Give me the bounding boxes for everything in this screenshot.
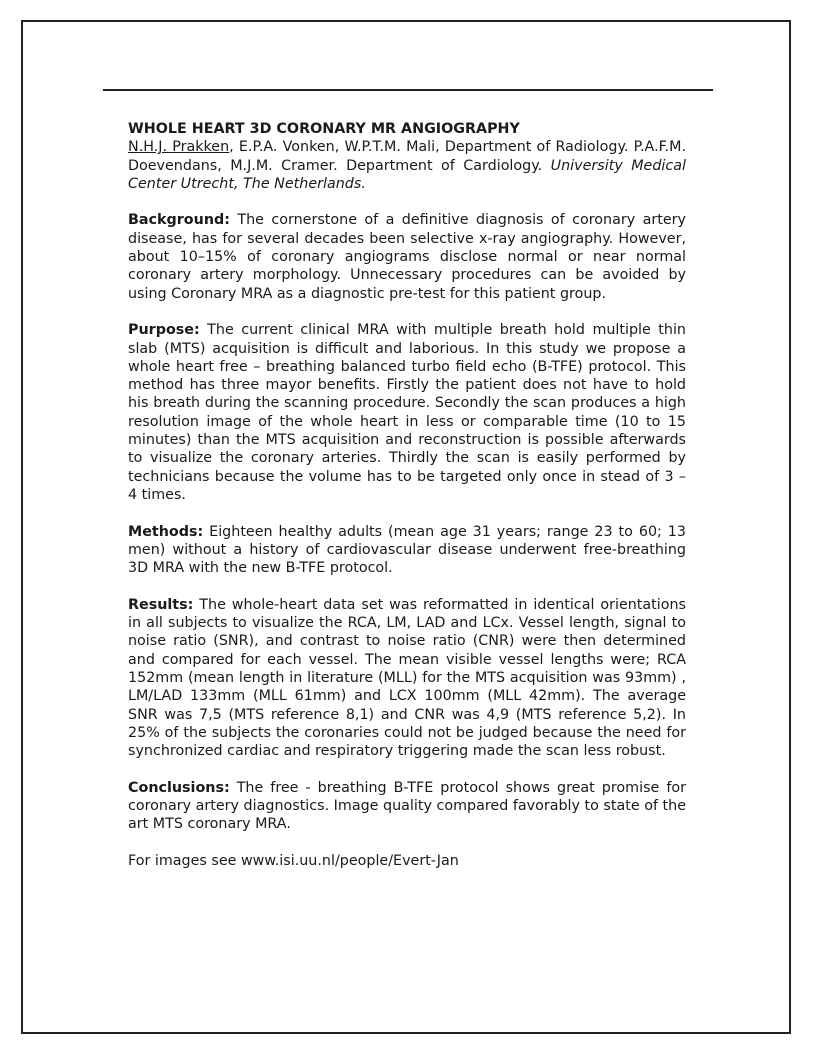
background-section: [128, 211, 686, 302]
purpose-label: Purpose:: [128, 322, 200, 339]
methods-section: [128, 523, 686, 578]
abstract-title: WHOLE HEART 3D CORONARY MR ANGIOGRAPHY: [128, 121, 520, 137]
conclusions-section: [128, 779, 686, 834]
results-section: [128, 596, 686, 761]
title-and-authors: [128, 120, 686, 193]
footer-note: For images see www.isi.uu.nl/people/Evert-Jan: [128, 852, 459, 869]
institution: University Medical Center Utrecht, The Netherlands.: [128, 157, 686, 192]
methods-text: Eighteen healthy adults (mean age 31 years; range 23 to 60; 13 men) without a history of cardiovascular disease underwent free-breathing 3D MRA with the new B-TFE protocol.: [128, 523, 686, 577]
purpose-section: [128, 321, 686, 504]
background-text: The cornerstone of a definitive diagnosis of coronary artery disease, has for several decades been selective x-ray angiography. However, about 10–15% of coronary angiograms disclose normal or near normal coronary artery morphology. Unnecessary procedures can be avoided by using Coronary MRA as a diagnostic pre-test for this patient group.: [128, 212, 686, 302]
methods-label: Methods:: [128, 523, 204, 540]
conclusions-text: The free - breathing B-TFE protocol shows great promise for coronary artery diagnostics. Image quality compared favorably to state of the art MTS coronary MRA.: [128, 779, 686, 833]
conclusions-label: Conclusions:: [128, 779, 230, 796]
abstract-body: [128, 120, 686, 888]
background-label: Background:: [128, 212, 230, 229]
header-rule: [103, 89, 713, 91]
results-text: The whole-heart data set was reformatted in identical orientations in all subjects to visualize the RCA, LM, LAD and LCx. Vessel length, signal to noise ratio (SNR), and contrast to noise ratio (CNR) were then determined and compared for each vessel. The mean visible vessel lengths were; RCA 152mm (mean length in literature (MLL) for the MTS acquisition was 93mm) , LM/LAD 133mm (MLL 61mm) and LCX 100mm (MLL 42mm). The average SNR was 7,5 (MTS reference 8,1) and CNR was 4,9 (MTS reference 5,2). In 25% of the subjects the coronaries could not be judged because the need for synchronized cardiac and respiratory triggering made the scan less robust.: [128, 596, 686, 760]
purpose-text: The current clinical MRA with multiple breath hold multiple thin slab (MTS) acquisition is difficult and laborious. In this study we propose a whole heart free – breathing balanced turbo field echo (B-TFE) protocol. This method has three mayor benefits. Firstly the patient does not have to hold his breath during the scanning procedure. Secondly the scan produces a high resolution image of the whole heart in less or comparable time (10 to 15 minutes) than the MTS acquisition and reconstruction is possible afterwards to visualize the coronary arteries. Thirdly the scan is easily performed by technicians because the volume has to be targeted only once in stead of 3 – 4 times.: [128, 322, 686, 503]
author-list: , E.P.A. Vonken, W.P.T.M. Mali, Department of Radiology. P.A.F.M. Doevendans, M.J.M. Cramer. Department of Cardiology.: [128, 139, 686, 174]
presenting-author: N.H.J. Prakken: [128, 139, 230, 156]
results-label: Results:: [128, 596, 194, 613]
